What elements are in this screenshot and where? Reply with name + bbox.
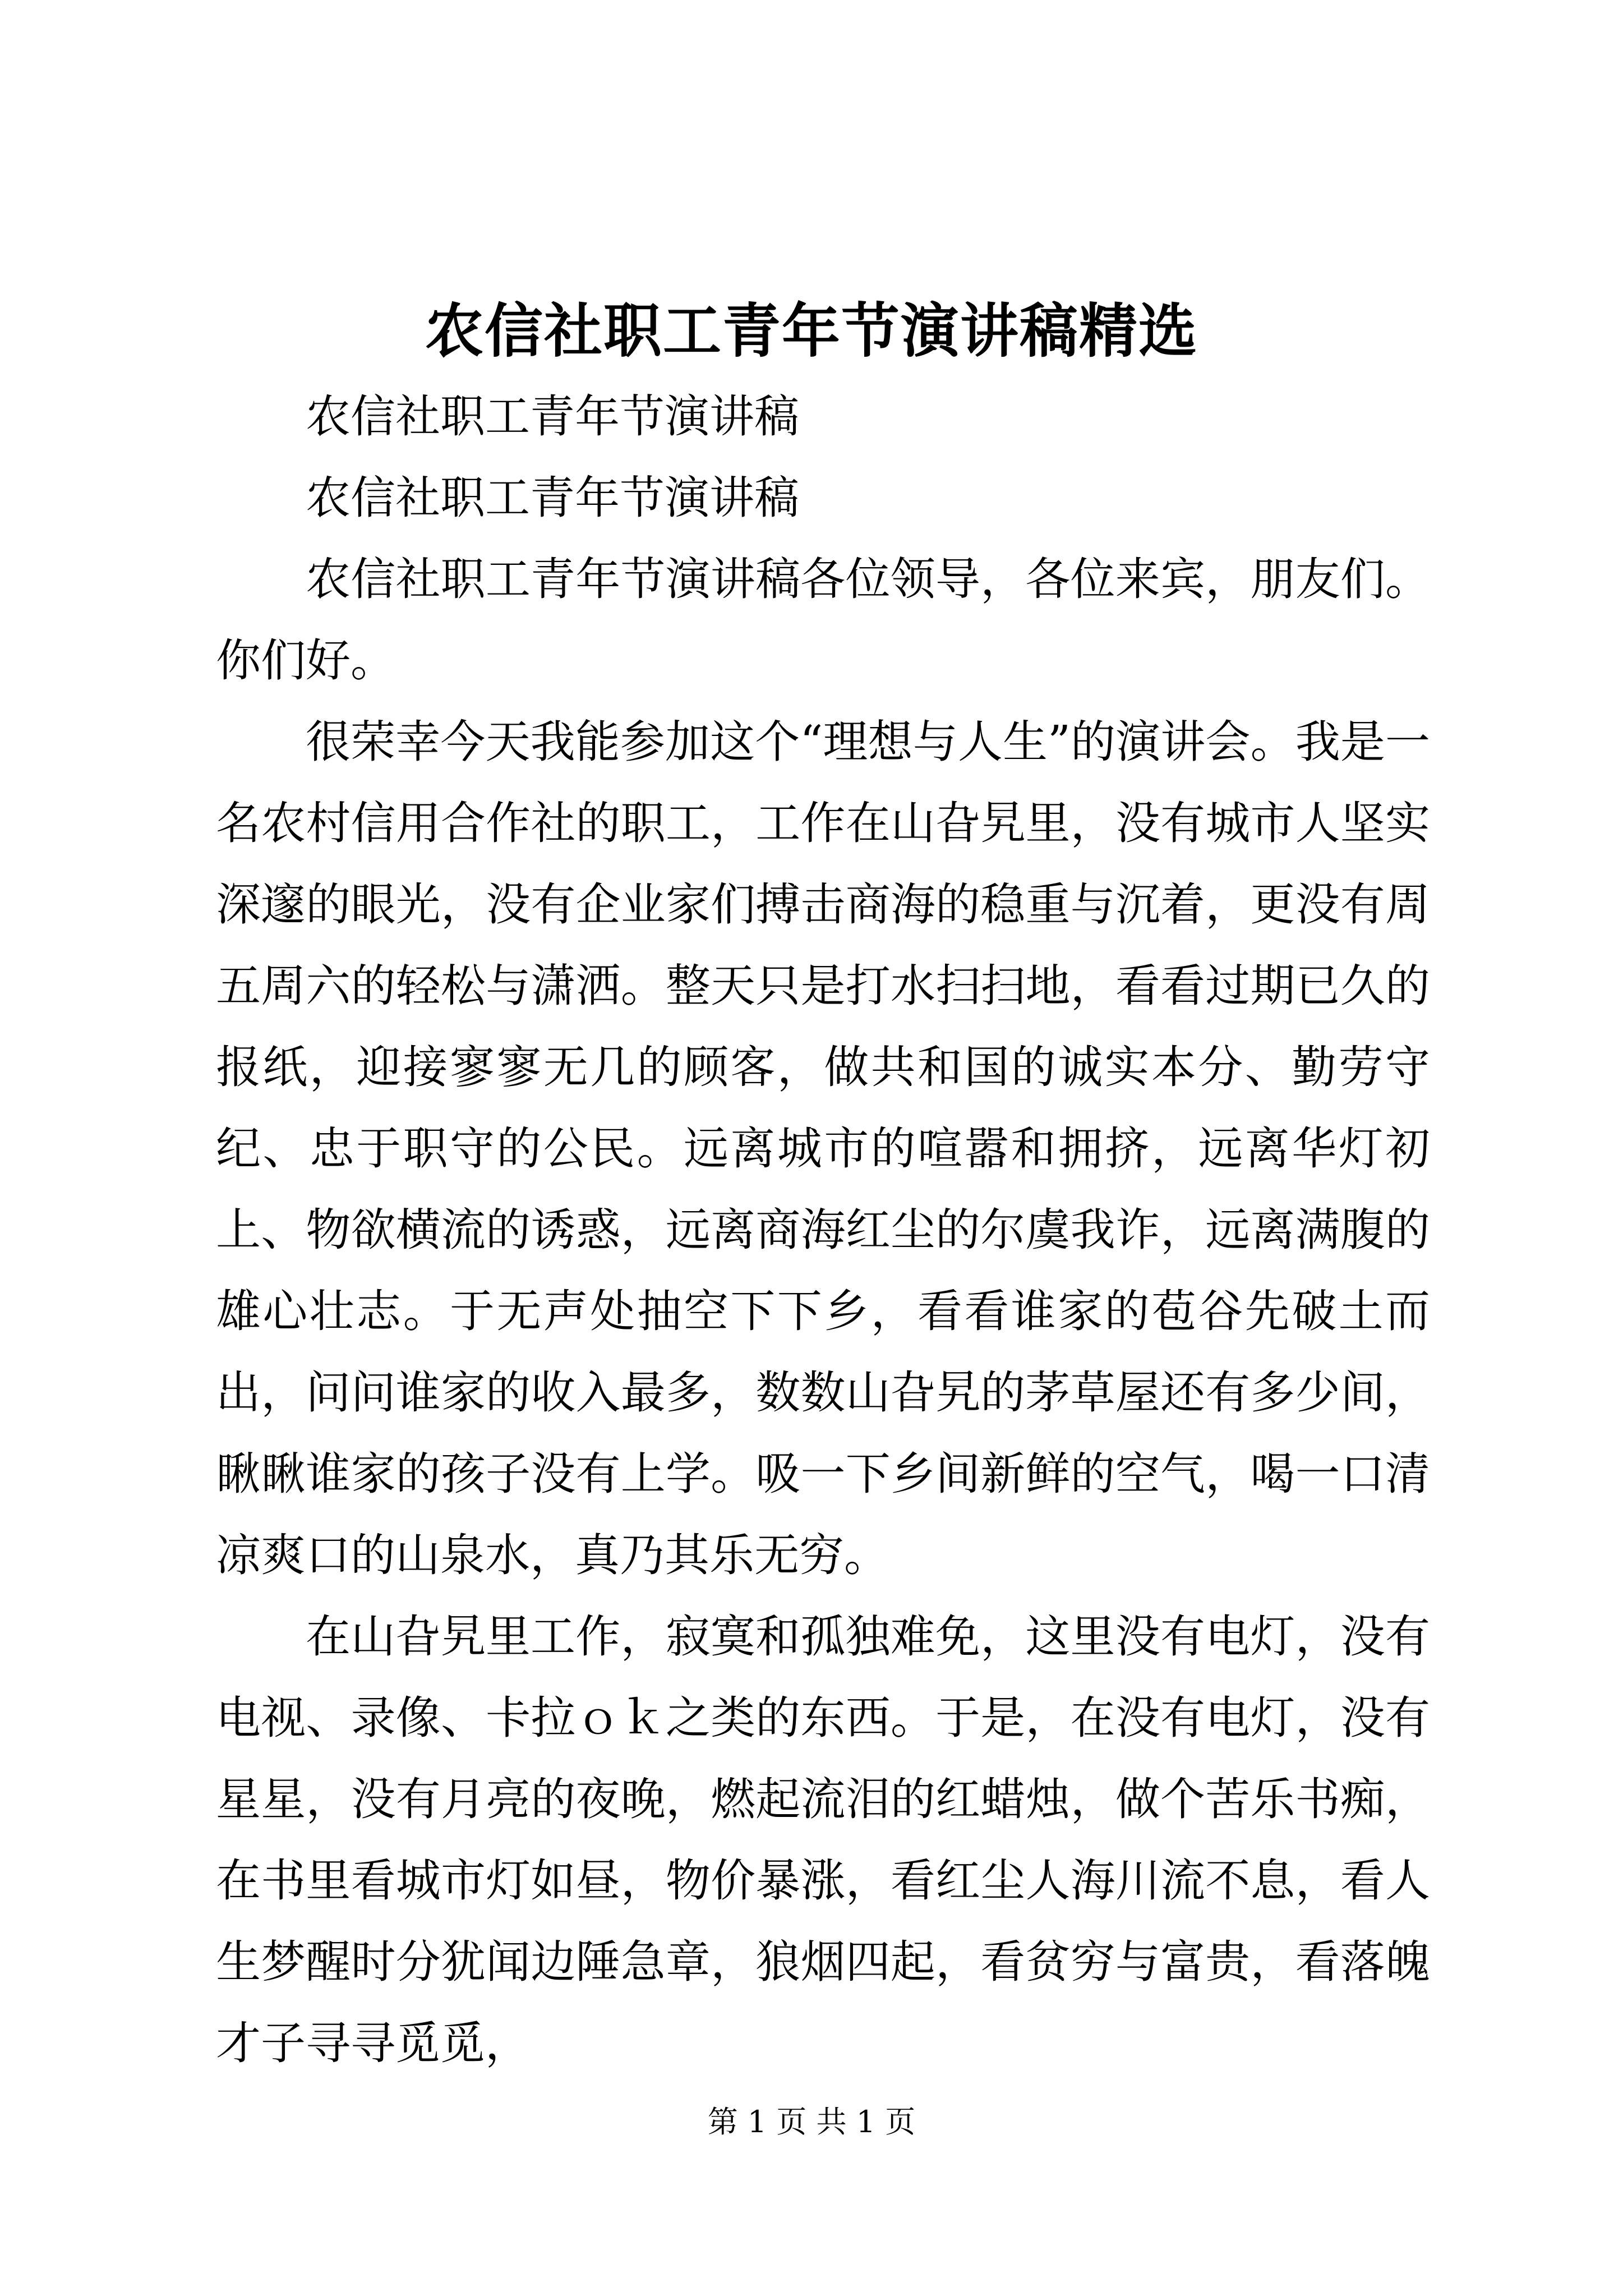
document-body [216,376,1430,2084]
paragraph: 农信社职工青年节演讲稿 [306,390,799,443]
paragraph: 很荣幸今天我能参加这个“理想与人生”的演讲会。我是一名农村信用合作社的职工，工作在山旮旯里，没有城市人坚实深邃的眼光，没有企业家们搏击商海的稳重与沉着，更没有周五周六的轻松与潇洒。整天只是打水扫扫地，看看过期已久的报纸，迎接寥寥无几的顾客，做共和国的诚实本分、勤劳守纪、忠于职守的公民。远离城市的喧嚣和拥挤，远离华灯初上、物欲横流的诱惑，远离商海红尘的尔虞我诈，远离满腹的雄心壮志。于无声处抽空下下乡，看看谁家的苞谷先破土而出，问问谁家的收入最多，数数山旮旯的茅草屋还有多少间，瞅瞅谁家的孩子没有上学。吸一下乡间新鲜的空气，喝一口清凉爽口的山泉水，真乃其乐无穷。 [216,716,1430,1581]
document-title: 农信社职工青年节演讲稿精选 [425,296,1198,365]
page-footer: 第 1 页 共 1 页 [707,2104,916,2139]
paragraph: 农信社职工青年节演讲稿 [306,472,799,524]
paragraph: 农信社职工青年节演讲稿各位领导，各位来宾，朋友们。你们好。 [216,553,1430,687]
paragraph: 在山旮旯里工作，寂寞和孤独难免，这里没有电灯，没有电视、录像、卡拉ｏｋ之类的东西。于是，在没有电灯，没有星星，没有月亮的夜晚，燃起流泪的红蜡烛，做个苦乐书痴，在书里看城市灯如昼，物价暴涨，看红尘人海川流不息，看人生梦醒时分犹闻边陲急章，狼烟四起，看贫穷与富贵，看落魄才子寻寻觅觅， [216,1611,1430,2069]
